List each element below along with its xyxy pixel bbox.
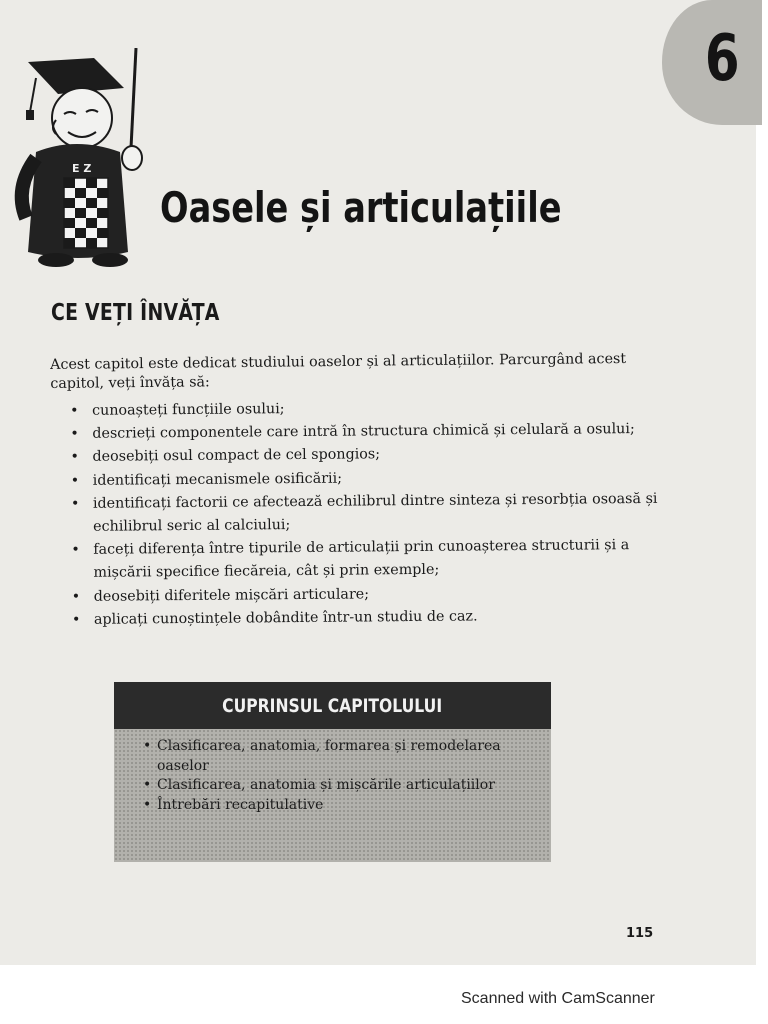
list-item: • faceți diferența între tipurile de articulații prin cunoașterea structurii și a mișcării specifice fiecăreia, cât și prin exemple; — [71, 534, 671, 586]
list-item: • aplicați cunoștințele dobândite într-un studiu de caz. — [72, 604, 672, 632]
contents-heading: CUPRINSUL CAPITOLULUI — [222, 694, 443, 717]
learning-objectives-list — [70, 395, 672, 632]
chapter-contents-box — [114, 682, 551, 862]
list-item: • Clasificarea, anatomia, formarea și remodelarea oaselor — [143, 737, 513, 776]
list-item: • Clasificarea, anatomia și mișcările articulațiilor — [143, 776, 513, 796]
list-item: • Întrebări recapitulative — [143, 796, 513, 816]
list-item: • deosebiți osul compact de cel spongios; — [70, 441, 670, 469]
page-number: 115 — [626, 926, 654, 941]
list-item: • cunoașteți funcțiile osului; — [70, 395, 670, 423]
contents-body — [114, 729, 551, 862]
list-item: • identificați factorii ce afectează echilibrul dintre sinteza și resorbția osoasă și echilibrul seric al calciului; — [71, 488, 671, 540]
intro-paragraph: Acest capitol este dedicat studiului oaselor și al articulațiilor. Parcurgând acest capitol, veți învăța să: — [50, 350, 627, 392]
list-item: • deosebiți diferitele mișcări articulare; — [72, 580, 672, 608]
contents-list — [114, 729, 513, 815]
professor-mascot-illustration — [6, 48, 152, 274]
learn-heading: CE VEȚI ÎNVĂȚA — [51, 300, 220, 326]
chapter-number: 6 — [704, 22, 740, 96]
gown-letters: E Z — [72, 162, 92, 175]
list-item: • descrieți componentele care intră în structura chimică și celulară a osului; — [70, 418, 670, 446]
checkered-apron — [64, 178, 108, 248]
chapter-title: Oasele și articulațiile — [160, 183, 562, 232]
contents-header — [114, 682, 551, 729]
scanner-watermark: Scanned with CamScanner — [461, 990, 655, 1007]
list-item: • identificați mecanismele osificării; — [71, 464, 671, 492]
